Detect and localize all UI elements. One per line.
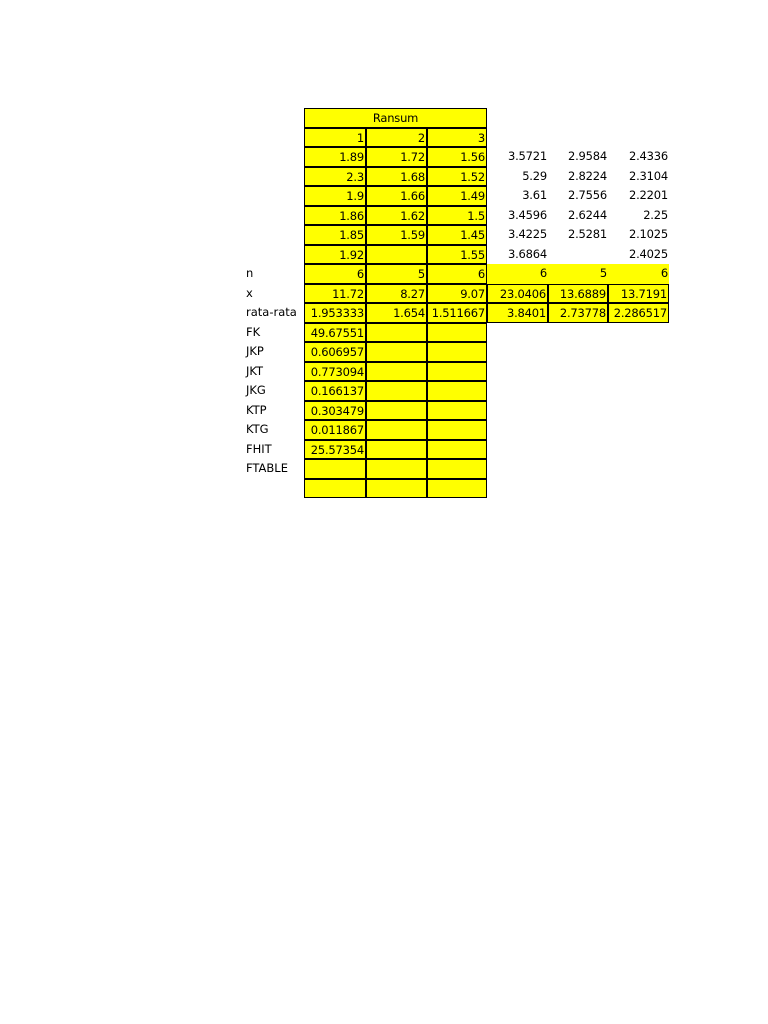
data-cell: 2.4336 (628, 149, 668, 163)
data-cell: 2.3 (304, 167, 366, 187)
summary-cell: 2.73778 (548, 303, 608, 323)
data-cell: 1.45 (427, 225, 487, 245)
summary-cell: 5 (366, 264, 427, 284)
data-cell: 1.5 (427, 206, 487, 226)
data-cell: 1.52 (427, 167, 487, 187)
summary-cell: 1.953333 (304, 303, 366, 323)
stat-label: FK (246, 324, 261, 339)
stat-value (304, 459, 366, 479)
summary-cell: 1.511667 (427, 303, 487, 323)
data-cell: 2.3104 (628, 168, 668, 183)
stat-label: JKP (246, 344, 264, 358)
data-cell: 1.68 (366, 167, 427, 187)
header-ransum: Ransum (304, 108, 487, 128)
data-cell: 5.29 (522, 168, 547, 183)
summary-cell: 6 (487, 264, 548, 284)
data-cell: 1.89 (304, 147, 366, 167)
data-cell: 2.7556 (567, 188, 607, 202)
stat-label: KTP (246, 402, 267, 417)
empty-cell (366, 459, 427, 479)
row-label: n (246, 266, 254, 280)
summary-cell: 5 (548, 264, 608, 284)
empty-cell (427, 440, 487, 460)
summary-cell: 6 (304, 264, 366, 284)
data-cell: 1.56 (427, 147, 487, 167)
data-cell: 1.86 (304, 206, 366, 226)
stat-value: 49.67551 (304, 323, 366, 343)
data-cell: 1.55 (427, 245, 487, 265)
empty-cell (366, 381, 427, 401)
column-number: 3 (427, 128, 487, 148)
stat-value: 0.773094 (304, 362, 366, 382)
empty-cell (427, 479, 487, 499)
summary-cell: 23.0406 (487, 284, 548, 304)
summary-cell: 13.7191 (608, 284, 669, 304)
data-cell: 2.6244 (567, 207, 607, 222)
empty-cell (427, 401, 487, 421)
empty-cell (366, 440, 427, 460)
empty-cell (427, 362, 487, 382)
stat-label: JKT (246, 363, 264, 378)
data-cell: 3.6864 (507, 246, 547, 261)
column-number: 1 (304, 128, 366, 148)
data-cell: 2.9584 (567, 149, 607, 163)
empty-cell (427, 323, 487, 343)
data-cell: 3.4596 (507, 207, 547, 222)
data-cell: 3.5721 (507, 149, 547, 163)
summary-cell: 6 (608, 264, 669, 284)
stat-label: FHIT (246, 441, 272, 456)
empty-cell (427, 459, 487, 479)
empty-cell (366, 401, 427, 421)
row-label: x (246, 285, 253, 300)
summary-cell: 2.286517 (608, 303, 669, 323)
data-cell (366, 245, 427, 265)
data-cell: 2.5281 (567, 227, 607, 241)
empty-cell (427, 342, 487, 362)
stat-value: 0.303479 (304, 401, 366, 421)
data-cell: 1.92 (304, 245, 366, 265)
data-cell: 1.9 (304, 186, 366, 206)
empty-cell (366, 479, 427, 499)
data-cell: 1.85 (304, 225, 366, 245)
data-cell: 2.4025 (628, 246, 668, 261)
summary-cell: 3.8401 (487, 303, 548, 323)
stat-value: 25.57354 (304, 440, 366, 460)
stat-value: 0.011867 (304, 420, 366, 440)
summary-cell: 1.654 (366, 303, 427, 323)
summary-cell: 6 (427, 264, 487, 284)
data-cell: 3.4225 (507, 227, 547, 241)
empty-cell (366, 420, 427, 440)
summary-cell: 11.72 (304, 284, 366, 304)
data-cell: 1.72 (366, 147, 427, 167)
summary-cell: 8.27 (366, 284, 427, 304)
data-cell: 2.25 (643, 207, 668, 222)
stat-label: KTG (246, 422, 269, 436)
data-cell (548, 245, 608, 265)
row-label: rata-rata (246, 305, 297, 319)
empty-cell (366, 362, 427, 382)
data-cell: 1.62 (366, 206, 427, 226)
empty-cell (366, 342, 427, 362)
data-cell: 2.8224 (567, 168, 607, 183)
data-cell: 2.1025 (628, 227, 668, 241)
stat-value (304, 479, 366, 499)
column-number: 2 (366, 128, 427, 148)
data-cell: 1.66 (366, 186, 427, 206)
data-cell: 2.2201 (628, 188, 668, 202)
summary-cell: 9.07 (427, 284, 487, 304)
data-cell: 1.59 (366, 225, 427, 245)
empty-cell (427, 420, 487, 440)
summary-cell: 13.6889 (548, 284, 608, 304)
stat-label: FTABLE (246, 461, 288, 475)
data-cell: 3.61 (522, 188, 547, 202)
stat-label: JKG (246, 383, 266, 397)
stat-value: 0.606957 (304, 342, 366, 362)
stat-value: 0.166137 (304, 381, 366, 401)
empty-cell (366, 323, 427, 343)
data-cell: 1.49 (427, 186, 487, 206)
empty-cell (427, 381, 487, 401)
